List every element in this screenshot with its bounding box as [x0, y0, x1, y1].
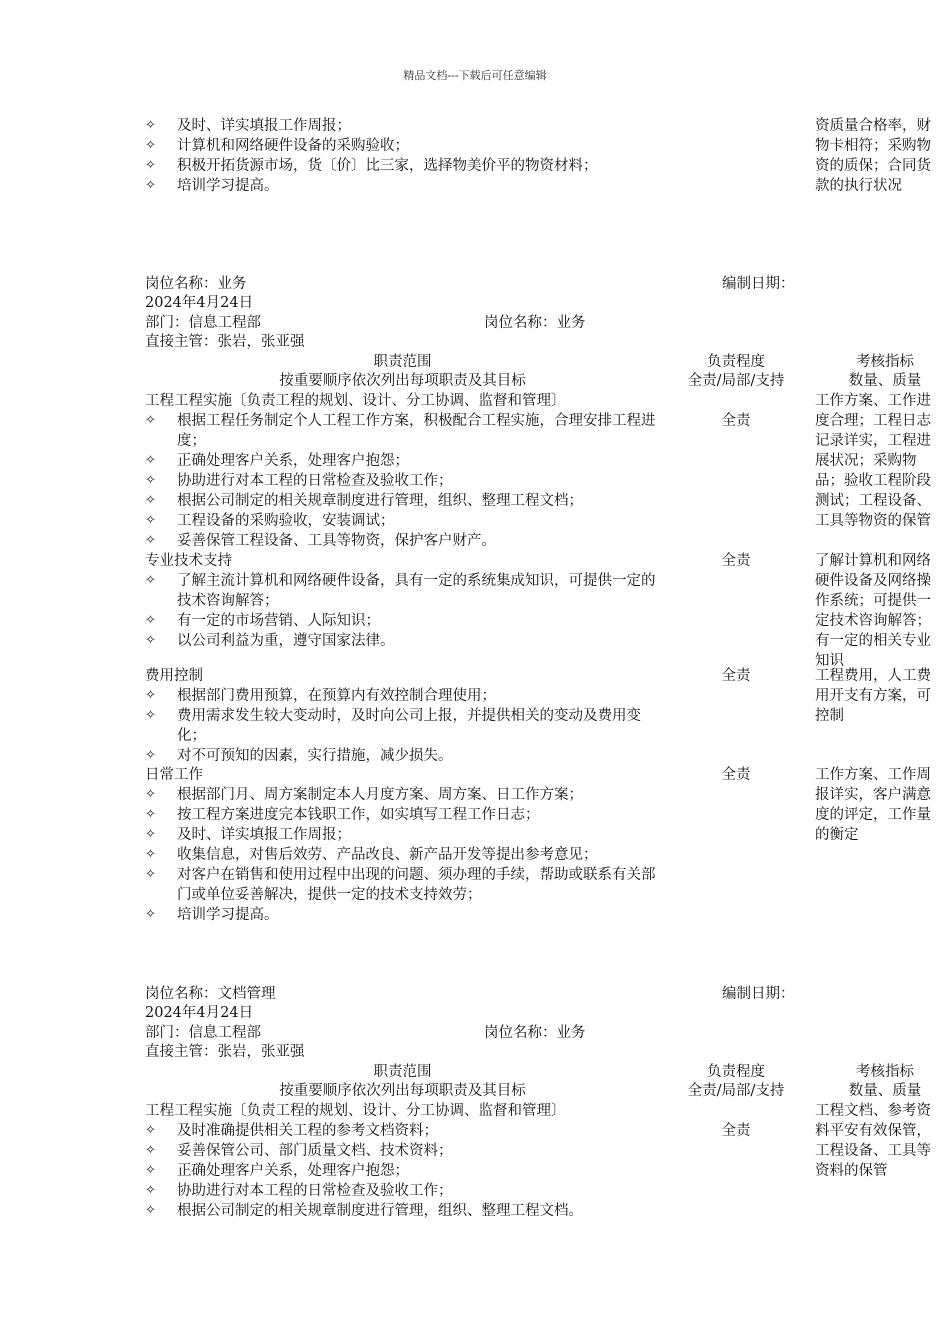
bullet-icon: ✧ [145, 748, 156, 763]
list-item: ✧ 有一定的市场营销、人际知识； [145, 613, 380, 629]
column-header-responsibility: 负责程度 [707, 1064, 765, 1080]
group-title: 日常工作 [145, 767, 203, 783]
column-subheader-kpi: 数量、质量 [848, 373, 922, 389]
list-item: ✧ 协助进行对本工程的日常检查及验收工作； [145, 473, 453, 489]
bullet-icon: ✧ [145, 533, 156, 548]
list-item: ✧ 按工程方案进度完本钱职工作，如实填写工程工作日志； [145, 807, 540, 823]
post-name-label-2: 岗位名称：业务 [484, 315, 586, 331]
column-header-responsibility: 负责程度 [707, 354, 765, 370]
page-header: 精品文档---下载后可任意编辑 [403, 69, 547, 82]
list-item: ✧ 了解主流计算机和网络硬件设备，具有一定的系统集成知识，可提供一定的技术咨询解答； [145, 573, 656, 609]
bullet-icon: ✧ [145, 1183, 156, 1198]
column-subheader-scope: 按重要顺序依次列出每项职责及其目标 [279, 1083, 526, 1099]
top-bullet-list [145, 116, 660, 196]
post-name-label: 岗位名称：业务 [145, 276, 247, 292]
bullet-icon: ✧ [145, 138, 156, 153]
post-name-label: 岗位名称：文档管理 [145, 986, 276, 1002]
bullet-icon: ✧ [145, 493, 156, 508]
department-label: 部门：信息工程部 [145, 315, 261, 331]
list-item: ✧ 费用需求发生较大变动时，及时向公司上报，并提供相关的变动及费用变化； [145, 708, 641, 744]
date-value: 2024年4月24日 [145, 295, 254, 311]
bullet-icon: ✧ [145, 1143, 156, 1158]
kpi-text: 工作方案、工作周 报详实，客户满意 度的评定，工作量 的衡定 [815, 767, 931, 843]
bullet-icon: ✧ [145, 807, 156, 822]
column-subheader-scope: 按重要顺序依次列出每项职责及其目标 [279, 373, 526, 389]
duty-group-cost-control [145, 666, 660, 766]
bullet-icon: ✧ [145, 473, 156, 488]
date-value: 2024年4月24日 [145, 1005, 254, 1021]
column-subheader-responsibility: 全责/局部/支持 [687, 1083, 785, 1099]
column-subheader-kpi: 数量、质量 [848, 1083, 922, 1099]
list-item: ✧ 根据公司制定的相关规章制度进行管理，组织、整理工程文档。 [145, 1203, 583, 1219]
date-label: 编制日期： [722, 276, 795, 292]
date-label: 编制日期： [722, 986, 795, 1002]
list-item: ✧ 计算机和网络硬件设备的采购验收； [145, 138, 409, 154]
post-name-label-2: 岗位名称：业务 [484, 1025, 586, 1041]
duty-group-document [145, 1101, 660, 1221]
list-item: ✧ 收集信息，对售后效劳、产品改良、新产品开发等提出参考意见； [145, 847, 598, 863]
bullet-icon: ✧ [145, 1163, 156, 1178]
list-item: ✧ 妥善保管工程设备、工具等物资，保护客户财产。 [145, 533, 496, 549]
bullet-icon: ✧ [145, 907, 156, 922]
list-item: ✧ 及时、详实填报工作周报； [145, 118, 351, 134]
list-item: ✧ 协助进行对本工程的日常检查及验收工作； [145, 1183, 453, 1199]
bullet-icon: ✧ [145, 573, 156, 588]
list-item: ✧ 及时、详实填报工作周报； [145, 827, 351, 843]
bullet-icon: ✧ [145, 633, 156, 648]
kpi-text: 了解计算机和网络 硬件设备及网络操 作系统；可提供一 定技术咨询解答； 有一定的相关专业 知识 [815, 553, 931, 669]
column-header-kpi: 考核指标 [856, 1064, 914, 1080]
bullet-icon: ✧ [145, 867, 156, 882]
duty-group-tech-support [145, 551, 660, 651]
bullet-icon: ✧ [145, 118, 156, 133]
list-item: ✧ 根据部门费用预算，在预算内有效控制合理使用； [145, 688, 496, 704]
column-subheader-responsibility: 全责/局部/支持 [687, 373, 785, 389]
supervisor-label: 直接主管：张岩，张亚强 [145, 334, 305, 350]
kpi-text: 工作方案、工作进 度合理；工程日志 记录详实，工程进 展状况；采购物 品；验收工程阶段 测试；工程设备、 工具等物资的保管 [815, 393, 931, 529]
list-item: ✧ 妥善保管公司、部门质量文档、技术资料； [145, 1143, 453, 1159]
responsibility-value: 全责 [721, 553, 751, 569]
duty-group-project [145, 391, 660, 551]
department-label: 部门：信息工程部 [145, 1025, 261, 1041]
list-item: ✧ 对不可预知的因素，实行措施，减少损失。 [145, 748, 453, 764]
bullet-icon: ✧ [145, 513, 156, 528]
column-header-kpi: 考核指标 [856, 354, 914, 370]
bullet-icon: ✧ [145, 1123, 156, 1138]
duty-group-daily-work [145, 765, 660, 925]
bullet-icon: ✧ [145, 688, 156, 703]
list-item: ✧ 根据公司制定的相关规章制度进行管理，组织、整理工程文档； [145, 493, 583, 509]
bullet-icon: ✧ [145, 847, 156, 862]
list-item: ✧ 培训学习提高。 [145, 907, 279, 923]
group-title: 专业技术支持 [145, 553, 232, 569]
list-item: ✧ 对客户在销售和使用过程中出现的问题、须办理的手续，帮助或联系有关部门或单位妥善解决，提供一定的技术支持效劳； [145, 867, 656, 903]
list-item: ✧ 以公司利益为重，遵守国家法律。 [145, 633, 395, 649]
bullet-icon: ✧ [145, 708, 156, 723]
bullet-icon: ✧ [145, 413, 156, 428]
bullet-icon: ✧ [145, 453, 156, 468]
responsibility-value: 全责 [721, 668, 751, 684]
group-title: 工程工程实施〔负责工程的规划、设计、分工协调、监督和管理〕 [145, 393, 566, 409]
responsibility-value: 全责 [721, 413, 751, 429]
bullet-icon: ✧ [145, 827, 156, 842]
list-item: ✧ 培训学习提高。 [145, 178, 279, 194]
list-item: ✧ 正确处理客户关系，处理客户抱怨； [145, 453, 409, 469]
list-item: ✧ 正确处理客户关系，处理客户抱怨； [145, 1163, 409, 1179]
list-item: ✧ 工程设备的采购验收，安装调试； [145, 513, 395, 529]
group-title: 工程工程实施〔负责工程的规划、设计、分工协调、监督和管理〕 [145, 1103, 566, 1119]
kpi-text: 工程费用，人工费 用开支有方案，可 控制 [815, 668, 931, 724]
responsibility-value: 全责 [721, 1123, 751, 1139]
bullet-icon: ✧ [145, 613, 156, 628]
list-item: ✧ 根据部门月、周方案制定本人月度方案、周方案、日工作方案； [145, 787, 583, 803]
top-kpi-text: 资质量合格率，财 物卡相符；采购物 资的质保；合同货 款的执行状况 [815, 118, 931, 194]
supervisor-label: 直接主管：张岩，张亚强 [145, 1044, 305, 1060]
list-item: ✧ 积极开拓货源市场，货〔价〕比三家，选择物美价平的物资材料； [145, 158, 598, 174]
group-title: 费用控制 [145, 668, 203, 684]
bullet-icon: ✧ [145, 158, 156, 173]
column-header-scope: 职责范围 [373, 1064, 432, 1080]
list-item: ✧ 根据工程任务制定个人工程工作方案，积极配合工程实施，合理安排工程进度； [145, 413, 656, 449]
kpi-text: 工程文档、参考资 料平安有效保管， 工程设备、工具等 资料的保管 [815, 1103, 931, 1179]
bullet-icon: ✧ [145, 787, 156, 802]
bullet-icon: ✧ [145, 178, 156, 193]
list-item: ✧ 及时准确提供相关工程的参考文档资料； [145, 1123, 438, 1139]
responsibility-value: 全责 [721, 767, 751, 783]
bullet-icon: ✧ [145, 1203, 156, 1218]
column-header-scope: 职责范围 [373, 354, 432, 370]
